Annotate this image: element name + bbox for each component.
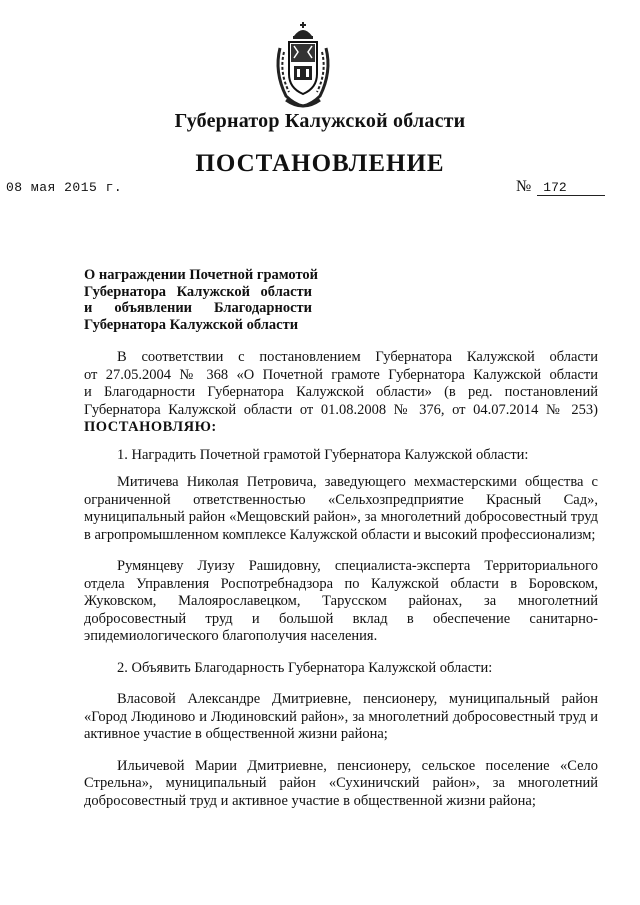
awardee-line: Жуковском, Малоярославецком, Тарусском районах, за многолетний bbox=[84, 593, 598, 609]
preamble-line: от 27.05.2004 № 368 «О Почетной грамоте Губернатора Калужской области bbox=[84, 366, 598, 383]
awardee-line: Митичева Николая Петровича, заведующего мехмастерскими общества с bbox=[117, 474, 598, 490]
decree-subject bbox=[84, 267, 319, 333]
document-type-title: ПОСТАНОВЛЕНИЕ bbox=[195, 150, 445, 177]
preamble-line: Губернатора Калужской области от 01.08.2008 № 376, от 04.07.2014 № 253) bbox=[84, 401, 598, 418]
section-2-title bbox=[84, 660, 598, 678]
number-value: 172 bbox=[537, 180, 605, 196]
preamble-line: В соответствии с постановлением Губернатора Калужской области bbox=[117, 349, 598, 365]
awardee-line: Румянцеву Луизу Рашидовну, специалиста-эксперта Территориального bbox=[117, 558, 598, 574]
awardee-line: муниципальный район «Мещовский район», за многолетний добросовестный труд bbox=[84, 509, 598, 525]
awardee-line: Власовой Александре Дмитриевне, пенсионеру, муниципальный район bbox=[117, 691, 598, 707]
awardee-line: «Город Людиново и Людиновский район», за многолетний добросовестный труд и bbox=[84, 708, 598, 725]
section-title: 2. Объявить Благодарность Губернатора Калужской области: bbox=[117, 659, 493, 676]
subject-line: Губернатора Калужской области bbox=[84, 316, 299, 333]
issuing-authority: Губернатор Калужской области bbox=[174, 110, 466, 132]
number-sign: № bbox=[516, 178, 532, 195]
awardee-line: ограниченной ответственностью «Сельхозпредприятие Красный Сад», bbox=[84, 491, 598, 508]
decree-body bbox=[84, 349, 598, 810]
awardee-line: добросовестный труд и активное участие в общественной жизни района; bbox=[84, 792, 536, 809]
preamble bbox=[84, 349, 598, 437]
awardee-line: эпидемиологического благополучия населения. bbox=[84, 628, 378, 644]
document-number bbox=[516, 178, 605, 196]
awardee-line: добросовестный труд и большой вклад в обеспечение санитарно- bbox=[84, 610, 598, 627]
document-date: 08 мая 2015 г. bbox=[6, 180, 123, 195]
coat-of-arms-emblem bbox=[272, 22, 334, 108]
section-1-title bbox=[84, 447, 598, 465]
awardee-paragraph bbox=[84, 691, 598, 744]
awardee-paragraph bbox=[84, 758, 598, 811]
awardee-paragraph bbox=[84, 558, 598, 646]
decree-word: ПОСТАНОВЛЯЮ: bbox=[84, 419, 217, 435]
subject-line: О награждении Почетной грамотой bbox=[84, 267, 319, 283]
awardee-line: активное участие в общественной жизни района; bbox=[84, 726, 388, 742]
subject-line: и объявлении Благодарности bbox=[84, 300, 312, 316]
awardee-line: Стрельна», муниципальный район «Сухиничский район», за многолетний bbox=[84, 775, 598, 791]
awardee-line: в агропромышленном комплексе Калужской области и высокий профессионализм; bbox=[84, 526, 596, 543]
awardee-paragraph bbox=[84, 474, 598, 544]
preamble-line: и Благодарности Губернатора Калужской области» (в ред. постановлений bbox=[84, 384, 598, 400]
awardee-line: отдела Управления Роспотребнадзора по Калужской области в Боровском, bbox=[84, 575, 598, 592]
section-title: 1. Наградить Почетной грамотой Губернатора Калужской области: bbox=[117, 446, 529, 463]
awardee-line: Ильичевой Марии Дмитриевне, пенсионеру, сельское поселение «Село bbox=[117, 757, 598, 774]
subject-line: Губернатора Калужской области bbox=[84, 283, 312, 300]
